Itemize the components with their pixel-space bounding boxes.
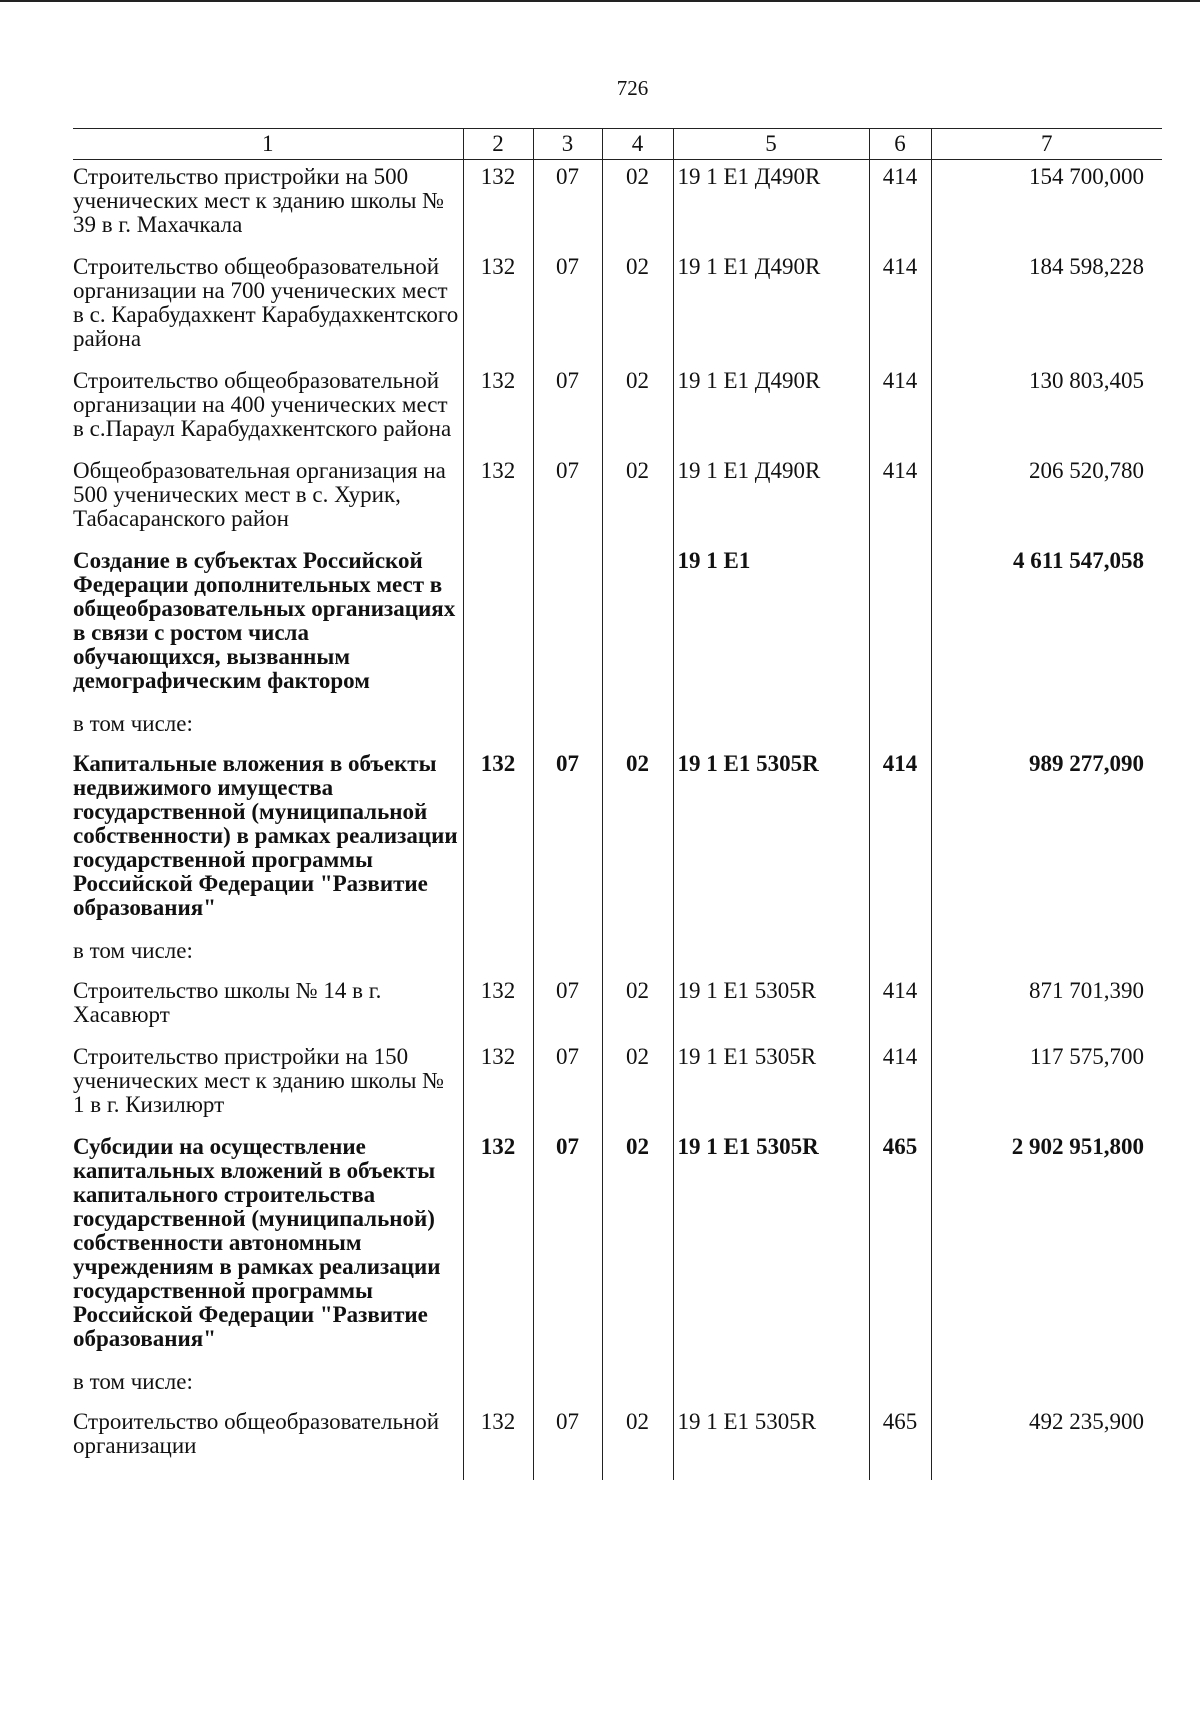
row-col-3 [533,544,602,706]
header-col-4: 4 [602,129,673,160]
row-col-5: 19 1 Е1 5305R [673,1040,869,1130]
row-col-6 [869,706,931,747]
row-amount: 871 701,390 [931,974,1162,1040]
table-row [73,364,1162,454]
row-amount [931,933,1162,974]
row-col-2: 132 [463,454,533,544]
row-col-4: 02 [602,974,673,1040]
row-amount: 117 575,700 [931,1040,1162,1130]
row-amount [931,1364,1162,1405]
row-col-5 [673,1364,869,1405]
row-col-6: 465 [869,1130,931,1364]
row-col-2 [463,544,533,706]
row-name: Капитальные вложения в объекты недвижимого имущества государственной (муниципальной собственности) в рамках реализации государственной программы Российской Федерации "Развитие образования" [73,751,458,920]
row-name: в том числе: [73,938,193,963]
row-name: Общеобразовательная организация на 500 ученических мест в с. Хурик, Табасаранского район [73,458,446,531]
row-col-6: 414 [869,250,931,364]
row-col-3 [533,706,602,747]
row-col-4 [602,544,673,706]
table-row [73,454,1162,544]
table-header-row [73,129,1162,160]
table-row-including [73,706,1162,747]
row-col-5: 19 1 Е1 5305R [673,1405,869,1480]
table-row [73,1405,1162,1480]
row-col-5: 19 1 Е1 Д490R [673,250,869,364]
row-col-4: 02 [602,364,673,454]
row-col-4 [602,933,673,974]
row-col-5: 19 1 Е1 [673,544,869,706]
row-name: в том числе: [73,1369,193,1394]
row-col-4: 02 [602,1405,673,1480]
table-row [73,974,1162,1040]
table-row [73,1040,1162,1130]
table-row-section [73,1130,1162,1364]
row-col-4: 02 [602,1040,673,1130]
row-col-2 [463,706,533,747]
row-col-3: 07 [533,160,602,251]
row-name: Создание в субъектах Российской Федерации дополнительных мест в общеобразовательных организациях в связи с ростом числа обучающихся, вызванным демографическим фактором [73,548,456,693]
row-amount: 130 803,405 [931,364,1162,454]
row-col-4: 02 [602,250,673,364]
table-row-section [73,747,1162,933]
row-col-5 [673,933,869,974]
row-name: в том числе: [73,711,193,736]
row-name: Субсидии на осуществление капитальных вложений в объекты капитального строительства государственной (муниципальной) собственности автономным учреждениям в рамках реализации государственной программы Российской Федерации "Развитие образования" [73,1134,441,1351]
row-name: Строительство школы № 14 в г. Хасавюрт [73,978,382,1027]
row-col-2: 132 [463,747,533,933]
row-col-2: 132 [463,364,533,454]
row-name: Строительство пристройки на 500 ученических мест к зданию школы № 39 в г. Махачкала [73,164,445,237]
row-col-2 [463,933,533,974]
table-row-including [73,1364,1162,1405]
row-name: Строительство общеобразовательной организации [73,1409,440,1458]
row-name: Строительство пристройки на 150 ученических мест к зданию школы № 1 в г. Кизилюрт [73,1044,445,1117]
row-amount: 4 611 547,058 [931,544,1162,706]
header-col-1: 1 [73,129,463,160]
row-col-5: 19 1 Е1 Д490R [673,364,869,454]
header-col-2: 2 [463,129,533,160]
row-col-3: 07 [533,747,602,933]
row-col-4 [602,1364,673,1405]
row-col-3: 07 [533,364,602,454]
row-col-5: 19 1 Е1 Д490R [673,454,869,544]
page-number: 726 [616,76,649,100]
row-amount: 206 520,780 [931,454,1162,544]
row-amount: 492 235,900 [931,1405,1162,1480]
table-row-including [73,933,1162,974]
row-col-6: 414 [869,747,931,933]
row-amount [931,706,1162,747]
row-amount: 989 277,090 [931,747,1162,933]
row-col-6: 414 [869,160,931,251]
row-amount: 154 700,000 [931,160,1162,251]
row-col-6: 414 [869,454,931,544]
row-col-5: 19 1 Е1 Д490R [673,160,869,251]
header-col-6: 6 [869,129,931,160]
row-name: Строительство общеобразовательной организации на 700 ученических мест в с. Карабудахкент Карабудахкентского района [73,254,459,351]
row-col-4: 02 [602,454,673,544]
header-col-3: 3 [533,129,602,160]
row-col-6: 414 [869,1040,931,1130]
row-col-2: 132 [463,160,533,251]
row-col-2: 132 [463,1130,533,1364]
row-col-5: 19 1 Е1 5305R [673,974,869,1040]
row-col-6: 414 [869,364,931,454]
row-col-3: 07 [533,1405,602,1480]
row-col-6 [869,933,931,974]
row-col-6: 414 [869,974,931,1040]
row-col-6 [869,1364,931,1405]
budget-table-container [73,128,1162,1480]
row-col-2: 132 [463,974,533,1040]
header-col-7: 7 [931,129,1162,160]
row-amount: 2 902 951,800 [931,1130,1162,1364]
row-col-5: 19 1 Е1 5305R [673,747,869,933]
row-col-2: 132 [463,250,533,364]
row-col-5: 19 1 Е1 5305R [673,1130,869,1364]
row-amount: 184 598,228 [931,250,1162,364]
budget-table [73,128,1162,1480]
row-col-3: 07 [533,1040,602,1130]
row-col-3: 07 [533,974,602,1040]
row-col-6 [869,544,931,706]
row-name: Строительство общеобразовательной организации на 400 ученических мест в с.Параул Карабудахкентского района [73,368,452,441]
row-col-6: 465 [869,1405,931,1480]
table-row [73,250,1162,364]
row-col-2 [463,1364,533,1405]
row-col-2: 132 [463,1405,533,1480]
row-col-4: 02 [602,160,673,251]
row-col-3: 07 [533,250,602,364]
table-row [73,160,1162,251]
row-col-5 [673,706,869,747]
row-col-3: 07 [533,1130,602,1364]
row-col-4: 02 [602,1130,673,1364]
row-col-3 [533,1364,602,1405]
row-col-4: 02 [602,747,673,933]
row-col-4 [602,706,673,747]
row-col-3: 07 [533,454,602,544]
row-col-3 [533,933,602,974]
top-border-line [0,0,1200,2]
header-col-5: 5 [673,129,869,160]
table-row-section [73,544,1162,706]
row-col-2: 132 [463,1040,533,1130]
